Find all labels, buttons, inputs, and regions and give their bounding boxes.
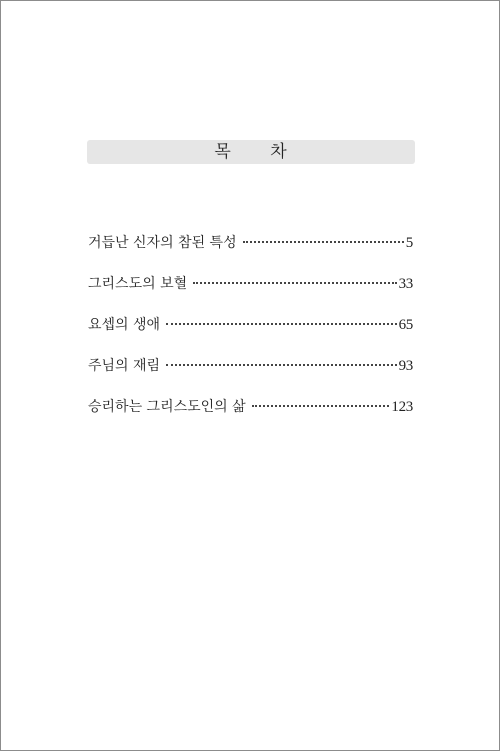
toc-entry-title: 승리하는 그리스도인의 삶 [88,399,246,415]
toc-entry[interactable] [88,356,413,377]
dot-leader [252,405,390,407]
toc-entry[interactable] [88,274,413,295]
toc-entry-title: 그리스도의 보혈 [88,276,188,292]
toc-entry-title: 요셉의 생애 [88,317,161,333]
dot-leader [166,323,397,325]
toc-entry-title: 거듭난 신자의 참된 특성 [88,235,237,251]
toc-entry-title: 주님의 재림 [88,358,161,374]
toc-entry[interactable] [88,397,413,418]
table-of-contents [88,233,413,438]
toc-entry-page-number: 65 [398,317,413,333]
toc-entry-page-number: 5 [405,235,413,251]
toc-entry-page-number: 93 [398,358,413,374]
dot-leader [193,282,396,284]
dot-leader [166,364,397,366]
page-title: 목 차 [214,142,288,162]
toc-entry-page-number: 123 [391,399,413,415]
dot-leader [243,241,404,243]
toc-heading-bar [87,140,415,164]
toc-entry[interactable] [88,233,413,254]
toc-entry[interactable] [88,315,413,336]
toc-entry-page-number: 33 [398,276,413,292]
